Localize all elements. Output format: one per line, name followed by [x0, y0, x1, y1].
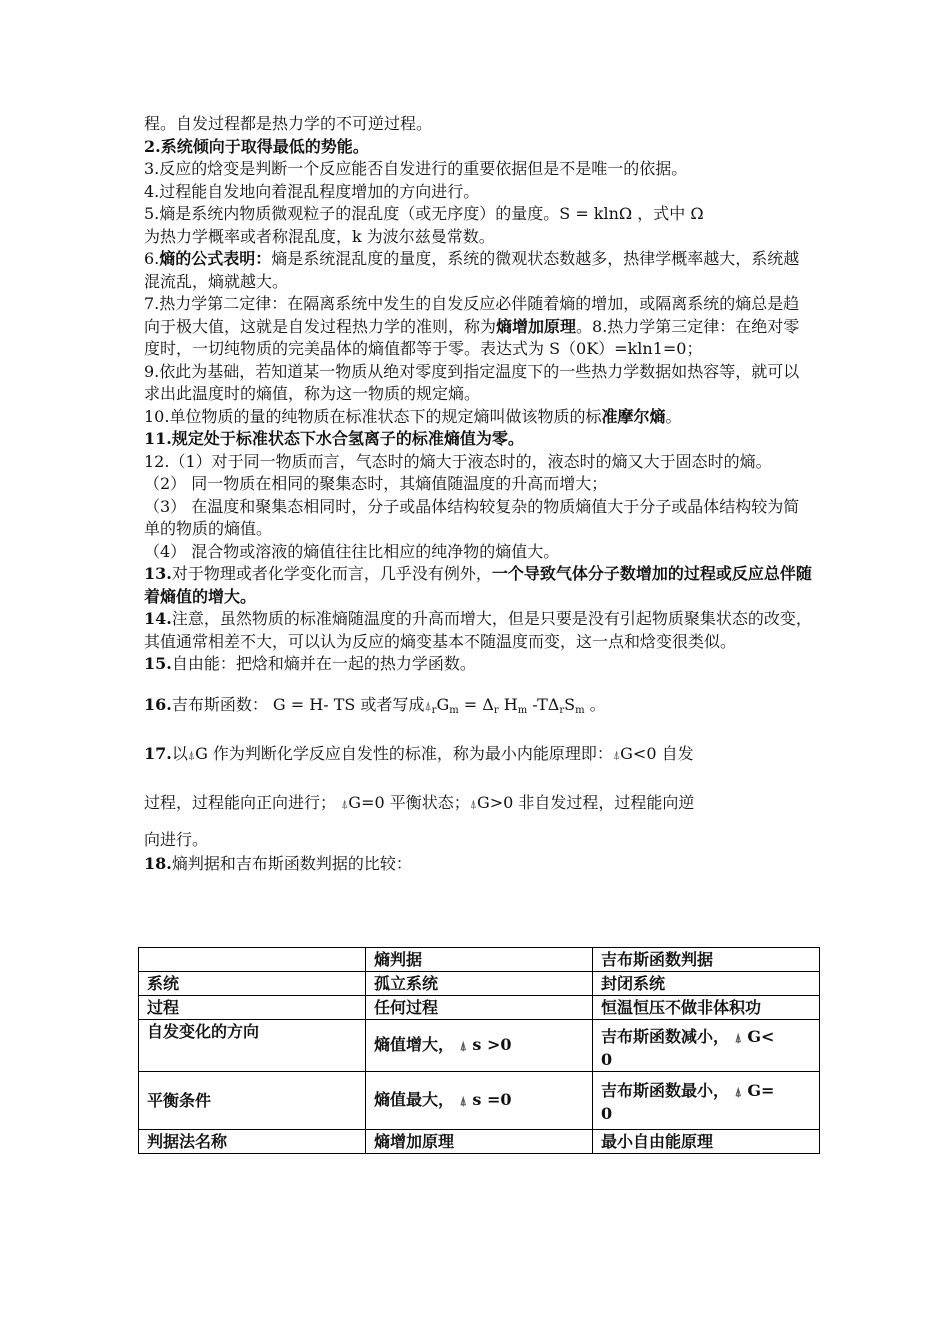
- table-cell: 任何过程: [366, 996, 593, 1020]
- table-cell: 熵值最大， ⍋ s =0: [366, 1072, 593, 1130]
- table-cell: 系统: [139, 972, 366, 996]
- paragraph-12: 12.（1）对于同一物质而言，气态时的熵大于液态时的，液态时的熵又大于固态时的熵。: [144, 451, 772, 471]
- table-row: [139, 1020, 820, 1072]
- table-cell: 最小自由能原理: [593, 1130, 820, 1154]
- entropy-formula-heading: 熵的公式表明：: [159, 249, 272, 268]
- line-5a: 5.熵是系统内物质微观粒子的混乱度（或无序度）的量度。S = klnΩ ，式中 Ω: [144, 204, 704, 223]
- table-cell: 熵增加原理: [366, 1130, 593, 1154]
- table-cell: 过程: [139, 996, 366, 1020]
- line-3: 3.反应的焓变是判断一个反应能否自发进行的重要依据但是不是唯一的依据。: [144, 159, 688, 178]
- table-row: [139, 996, 820, 1020]
- paragraph-12-2: （2） 同一物质在相同的聚集态时，其熵值随温度的升高而增大；: [144, 474, 608, 493]
- line-5b: 为热力学概率或者称混乱度，k 为波尔兹曼常数。: [144, 226, 495, 246]
- standard-molar-entropy: 准摩尔熵: [601, 406, 666, 426]
- table-cell: 恒温恒压不做非体积功: [593, 996, 820, 1020]
- table-cell: 熵判据: [366, 948, 593, 972]
- delta-icon: ⍋: [734, 1085, 742, 1099]
- paragraph-12-4: （4） 混合物或溶液的熵值往往比相应的纯净物的熵值大。: [144, 541, 560, 561]
- table-cell: 吉布斯函数最小， ⍋ G= 0: [593, 1072, 820, 1130]
- delta-icon: ⍋: [459, 1094, 467, 1108]
- table-header-row: [139, 948, 820, 972]
- entropy-increase-principle: 熵增加原理: [496, 316, 577, 336]
- line-1: 程。自发过程都是热力学的不可逆过程。: [144, 114, 433, 133]
- table-cell: [139, 948, 366, 972]
- table-cell: 平衡条件: [139, 1072, 366, 1130]
- paragraph-17: 17.以⍋G 作为判断化学反应自发性的标准，称为最小内能原理即：⍋G<0 自发: [144, 743, 694, 763]
- comparison-table: [138, 947, 820, 1154]
- table-row: [139, 972, 820, 996]
- paragraph-17-line-2: 过程，过程能向正向进行； ⍋G=0 平衡状态；⍋G>0 非自发过程，过程能向逆: [144, 792, 695, 812]
- document-body: [144, 113, 812, 875]
- line-2: 2.系统倾向于取得最低的势能。: [144, 136, 369, 156]
- paragraph-17-line-3: 向进行。: [144, 829, 209, 849]
- table-cell: 判据法名称: [139, 1130, 366, 1154]
- table-cell: 孤立系统: [366, 972, 593, 996]
- paragraph-6: 6.熵的公式表明：熵是系统混乱度的量度，系统的微观状态数越多，热律学概率越大，系统越混流乱，熵就越大。: [144, 249, 800, 291]
- line-4: 4.过程能自发地向着混乱程度增加的方向进行。: [144, 181, 480, 201]
- paragraph-11: 11.规定处于标准状态下水合氢离子的标准熵值为零。: [144, 429, 524, 448]
- delta-icon: ⍋: [734, 1031, 742, 1045]
- paragraph-16: 16.吉布斯函数： G = H- TS 或者写成$⍋_rG_m = \Delta_r$ $H_m$ $-T\Delta_rS_m$ 。: [144, 694, 606, 716]
- table-cell: 熵值增大， ⍋ s >0: [366, 1020, 593, 1072]
- delta-icon: ⍋: [469, 796, 477, 811]
- paragraph-12-3: （3） 在温度和聚集态相同时，分子或晶体结构较复杂的物质熵值大于分子或晶体结构较为简单的物质的熵值。: [144, 496, 800, 538]
- delta-icon: ⍋: [459, 1039, 467, 1053]
- table-row: [139, 1130, 820, 1154]
- delta-icon: ⍋: [612, 747, 621, 762]
- paragraph-15: 15.自由能：把焓和熵并在一起的热力学函数。: [144, 654, 476, 673]
- table-cell: 吉布斯函数判据: [593, 948, 820, 972]
- table-cell: 封闭系统: [593, 972, 820, 996]
- paragraph-14: 14.注意，虽然物质的标准熵随温度的升高而增大，但是只要是没有引起物质聚集状态的改变，其值通常相差不大，可以认为反应的熵变基本不随温度而变，这一点和焓变很类似。: [144, 609, 812, 651]
- paragraph-10: 10.单位物质的量的纯物质在标准状态下的规定熵叫做该物质的标准摩尔熵。: [144, 406, 682, 426]
- paragraph-18: 18.熵判据和吉布斯函数判据的比较：: [144, 853, 412, 873]
- paragraph-13: 13.对于物理或者化学变化而言，几乎没有例外，一个导致气体分子数增加的过程或反应总伴随着熵值的增大。: [144, 564, 812, 606]
- paragraph-9: 9.依此为基础，若知道某一物质从绝对零度到指定温度下的一些热力学数据如热容等，就可以求出此温度时的熵值，称为这一物质的规定熵。: [144, 361, 800, 403]
- table-cell: 自发变化的方向: [139, 1020, 366, 1072]
- paragraph-7: 7.热力学第二定律：在隔离系统中发生的自发反应必伴随着熵的增加，或隔离系统的熵总是趋向于极大值，这就是自发过程热力学的准则，称为熵增加原理。8.热力学第三定律：在绝对零度时，一切纯物质的完美晶体的熵值都等于零。表达式为 S（0K）=kln1=0；: [144, 294, 800, 358]
- delta-icon: ⍋: [341, 796, 349, 811]
- delta-icon: ⍋: [187, 747, 196, 762]
- delta-icon: ⍋: [424, 698, 432, 713]
- table-cell: 吉布斯函数减小， ⍋ G< 0: [593, 1020, 820, 1072]
- table-row: [139, 1072, 820, 1130]
